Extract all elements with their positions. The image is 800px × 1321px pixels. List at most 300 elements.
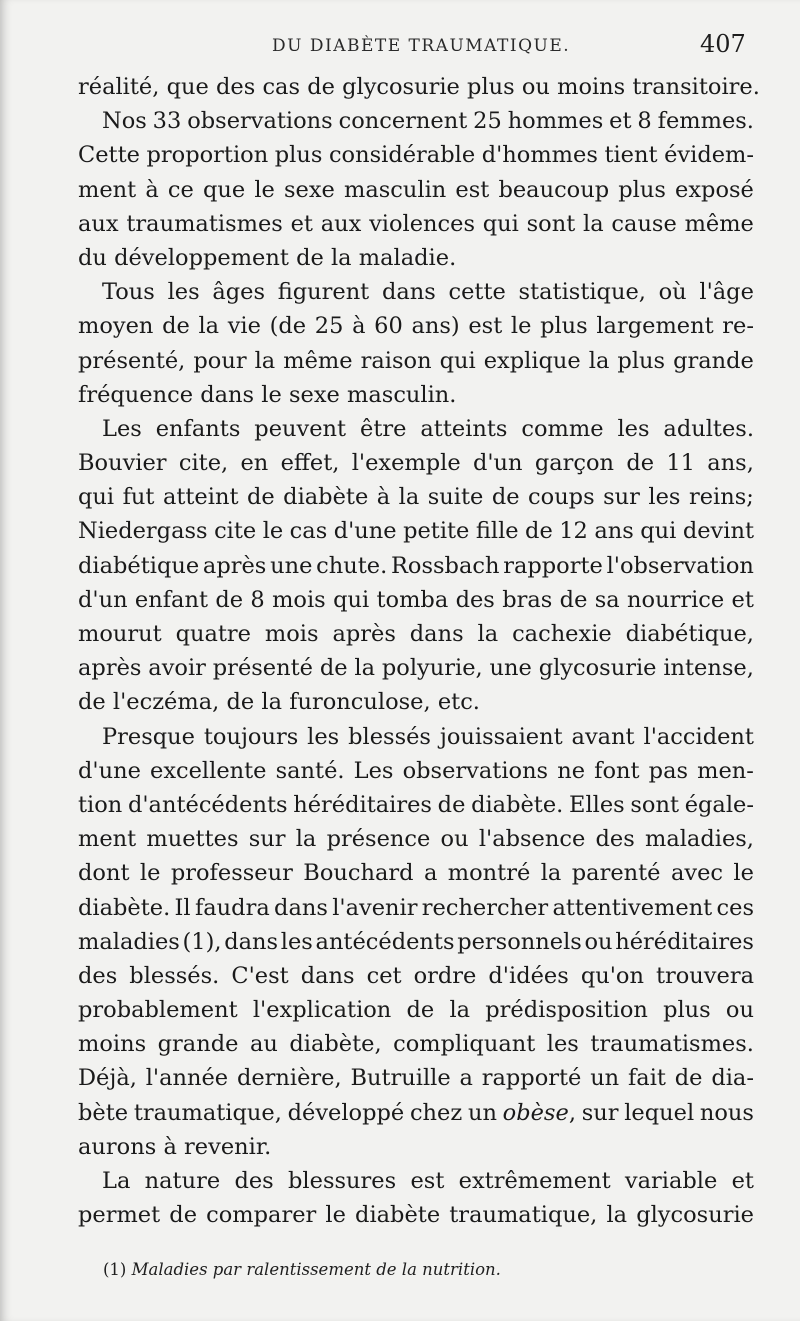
word: ces: [716, 894, 754, 921]
word: d'une: [333, 518, 397, 545]
word: qui: [78, 484, 115, 511]
body-text: [78, 70, 760, 1232]
word: diabète,: [289, 1031, 382, 1058]
word: avoir: [148, 655, 206, 682]
word: santé.: [275, 757, 345, 784]
word: excellente: [150, 757, 267, 784]
word: d'idées: [488, 962, 569, 989]
text-line: [78, 1027, 754, 1061]
word: la: [449, 997, 471, 1024]
word: lequel: [624, 1099, 695, 1126]
word: qui: [482, 210, 519, 237]
text-line: [78, 651, 754, 685]
word: etc.: [437, 689, 480, 716]
word: un: [590, 1065, 620, 1092]
word: le: [139, 860, 161, 887]
word: 33: [152, 108, 182, 135]
word: être: [360, 415, 407, 442]
word: après: [78, 655, 142, 682]
text-line: [78, 549, 754, 583]
word: 25: [473, 108, 502, 135]
word: de: [437, 791, 466, 818]
word: une: [489, 655, 532, 682]
text-line: [78, 104, 754, 138]
word: Cette: [78, 142, 140, 169]
word: à: [145, 176, 159, 203]
word: maladies: [78, 928, 180, 955]
word: développé: [287, 1099, 405, 1126]
word: ans): [411, 313, 460, 340]
word: diabétique: [78, 552, 200, 579]
word: tient: [604, 142, 658, 169]
word: de: [626, 450, 655, 477]
word: diabète: [283, 484, 369, 511]
word: la: [588, 347, 610, 374]
word: cite: [214, 518, 257, 545]
word: masculin.: [347, 381, 457, 408]
word: trouvera: [655, 962, 754, 989]
text-line: [78, 412, 754, 446]
word: dans: [200, 381, 255, 408]
word: tomba: [376, 586, 449, 613]
word: âges: [212, 279, 266, 306]
word: la: [398, 484, 420, 511]
text-line: [78, 720, 754, 754]
text-line: [78, 617, 754, 651]
word: considérable: [328, 142, 476, 169]
word: ment: [78, 826, 137, 853]
text-line: [78, 1130, 754, 1164]
word: Butruille: [350, 1065, 451, 1092]
text-line: [78, 480, 754, 514]
word: la: [540, 860, 562, 887]
word: cite,: [178, 450, 229, 477]
word: de: [319, 655, 348, 682]
word: les: [280, 928, 313, 955]
word: cas: [262, 74, 300, 100]
word: peuvent: [254, 415, 347, 442]
word: le: [733, 860, 754, 887]
word: figurent: [277, 279, 370, 306]
word: d'antécédents: [127, 791, 288, 818]
word: plus: [663, 997, 711, 1024]
word: enfants: [155, 415, 241, 442]
word: héréditaires: [615, 928, 754, 955]
word: dans: [274, 894, 328, 921]
word: et: [290, 210, 313, 237]
word: avant: [571, 723, 635, 750]
word: des: [455, 586, 495, 613]
word: la: [295, 826, 317, 853]
word: qui: [640, 518, 677, 545]
word: beaucoup: [498, 176, 610, 203]
word: sont: [630, 791, 680, 818]
word: enfant: [134, 586, 209, 613]
word: montré: [447, 860, 531, 887]
word: Il: [174, 894, 191, 921]
word: de: [246, 484, 275, 511]
text-line: [78, 583, 754, 617]
word: quatre: [175, 621, 251, 647]
word: ne: [557, 757, 586, 784]
word: intense,: [663, 655, 754, 682]
word: aurons: [78, 1133, 157, 1160]
word: le: [254, 176, 275, 203]
word: un: [467, 1099, 497, 1126]
word: hommes: [507, 108, 604, 135]
word: les: [167, 279, 200, 306]
word: grande: [157, 1031, 239, 1058]
word: nourrice: [627, 586, 725, 613]
text-line: [78, 514, 754, 548]
word: l'explication: [252, 997, 392, 1024]
word: a: [423, 860, 438, 887]
word: après: [332, 621, 396, 647]
word: violences: [369, 210, 475, 237]
word: l'exemple: [351, 450, 461, 477]
text-line: [78, 138, 754, 172]
word: de: [162, 313, 190, 340]
word: moins: [557, 74, 626, 100]
word: la: [354, 655, 376, 682]
word: des: [234, 1168, 274, 1194]
word: la: [330, 244, 352, 271]
text-line: [78, 173, 754, 207]
word: à: [352, 313, 366, 340]
word: sur: [248, 826, 286, 853]
word: chute.: [316, 552, 388, 579]
word: fille: [475, 518, 519, 545]
word: diabétique,: [625, 621, 754, 647]
word: bras: [502, 586, 553, 613]
text-line: [78, 925, 754, 959]
word: atteint: [162, 484, 239, 511]
word: permet: [78, 1202, 161, 1229]
word: effet,: [280, 450, 340, 477]
text-line: [78, 856, 754, 890]
word: plus: [618, 176, 666, 203]
word: sur: [603, 484, 640, 511]
word: traumatismes.: [590, 1031, 754, 1058]
word: égale-: [684, 791, 754, 818]
word: femmes.: [657, 108, 754, 135]
word: traumatismes: [126, 210, 283, 237]
word: Déjà,: [78, 1065, 137, 1092]
word: sexe: [283, 176, 335, 203]
word: explique: [483, 347, 581, 374]
word: dia-: [711, 1065, 754, 1092]
word: est: [468, 313, 503, 340]
word: d'hommes: [481, 142, 598, 169]
word: l'avenir: [332, 894, 418, 921]
word: cachexie: [512, 621, 612, 647]
word: que: [202, 176, 246, 203]
word: dont: [78, 860, 130, 887]
text-line: [78, 1096, 754, 1130]
word: Les: [353, 757, 394, 784]
word: rapporté: [481, 1065, 582, 1092]
text-line: [78, 378, 754, 412]
word: qui: [439, 347, 476, 374]
word: ans: [594, 518, 634, 545]
word: maladie.: [358, 244, 457, 271]
word: l'âge: [699, 279, 754, 306]
word: l'année: [145, 1065, 229, 1092]
word: font: [594, 757, 640, 784]
word: ou: [521, 74, 550, 100]
word: coups: [528, 484, 595, 511]
word: fréquence: [78, 381, 194, 408]
word: 25: [314, 313, 344, 340]
word: fait: [627, 1065, 666, 1092]
word: fut: [122, 484, 155, 511]
word: pour: [193, 347, 247, 374]
word: La: [102, 1168, 131, 1194]
word: à: [376, 484, 391, 511]
word: après: [202, 552, 267, 579]
word: les: [648, 484, 681, 511]
word: le: [262, 518, 284, 545]
word: la: [606, 1202, 628, 1229]
word: raison: [360, 347, 432, 374]
word: de: [559, 586, 588, 613]
word: au: [249, 1031, 278, 1058]
word: adultes.: [663, 415, 754, 442]
word: petite: [403, 518, 470, 545]
word: jouissaient: [439, 723, 563, 750]
word: la: [261, 689, 282, 716]
word: ou: [584, 928, 613, 955]
word: pas: [648, 757, 689, 784]
word: ment: [78, 176, 137, 203]
word: des: [595, 826, 635, 853]
text-line: [78, 822, 754, 856]
word: ou: [440, 826, 469, 853]
word: variable: [624, 1168, 718, 1194]
text-line: [78, 754, 754, 788]
text-line: [78, 70, 760, 104]
word: glycosurie: [636, 1202, 754, 1229]
text-line: [78, 685, 754, 719]
word: sa: [594, 586, 620, 613]
text-line: [78, 207, 754, 241]
word: 11: [666, 450, 695, 477]
word: même: [684, 210, 754, 237]
text-line: [78, 241, 754, 275]
word: Niedergass: [78, 518, 208, 545]
word: toujours: [203, 723, 299, 750]
word: mourut: [78, 621, 162, 647]
word: observations: [402, 757, 549, 784]
word: cause: [611, 210, 677, 237]
word: ou: [725, 997, 754, 1024]
word: faudra: [194, 894, 270, 921]
word: obèse,: [502, 1099, 576, 1126]
text-line: [78, 1061, 754, 1095]
word: les: [617, 415, 650, 442]
word: exposé: [675, 176, 754, 203]
word: les: [546, 1031, 579, 1058]
word: de: [406, 997, 435, 1024]
word: men-: [697, 757, 754, 784]
word: dans: [300, 962, 355, 989]
word: cet: [366, 962, 402, 989]
word: d'une: [78, 757, 141, 784]
word: masculin: [343, 176, 447, 203]
word: nature: [144, 1168, 221, 1194]
running-title: DU DIABÈTE TRAUMATIQUE.: [272, 36, 571, 56]
word: 12: [559, 518, 588, 545]
word: comme: [521, 415, 604, 442]
running-head: [0, 30, 800, 64]
word: le: [261, 381, 282, 408]
word: extrêmement: [458, 1168, 611, 1194]
word: mois: [272, 586, 326, 613]
word: plus: [274, 142, 323, 169]
word: suite: [427, 484, 484, 511]
word: reins;: [688, 484, 754, 511]
word: cas: [289, 518, 328, 545]
text-line: [78, 344, 754, 378]
word: Bouchard: [303, 860, 414, 887]
word: l'absence: [478, 826, 586, 853]
word: Tous: [102, 279, 155, 306]
word: chez: [409, 1099, 463, 1126]
text-line: [78, 1164, 754, 1198]
word: de: [525, 518, 553, 545]
word: Bouvier: [78, 450, 167, 477]
word: traumatique,: [133, 1099, 282, 1126]
word: C'est: [231, 962, 289, 989]
word: héréditaires: [293, 791, 432, 818]
word: qu'on: [580, 962, 644, 989]
word: moins: [78, 1031, 147, 1058]
word: du: [78, 244, 107, 271]
word: présenté: [212, 655, 313, 682]
word: (de: [269, 313, 307, 340]
word: devint: [682, 518, 754, 545]
word: de: [491, 484, 520, 511]
word: d'un: [472, 450, 523, 477]
word: les: [307, 723, 340, 750]
word: présence: [326, 826, 431, 853]
word: probablement: [78, 997, 238, 1024]
word: blessés: [348, 723, 431, 750]
word: sur: [581, 1099, 619, 1126]
word: d'un: [78, 586, 128, 613]
text-line: [78, 891, 754, 925]
word: bète: [78, 1099, 129, 1126]
word: avec: [670, 860, 723, 887]
word: de: [78, 689, 106, 716]
word: à: [163, 1133, 177, 1160]
word: vie: [227, 313, 261, 340]
word: l'observation: [606, 552, 754, 579]
word: concernent: [338, 108, 468, 135]
word: parenté: [571, 860, 661, 887]
word: professeur: [170, 860, 293, 887]
word: comparer: [206, 1202, 317, 1229]
word: diabète.: [78, 894, 171, 921]
word: mois: [264, 621, 319, 647]
word: sexe: [288, 381, 340, 408]
word: compliquant: [393, 1031, 536, 1058]
word: le: [325, 1202, 346, 1229]
word: la: [583, 210, 604, 237]
word: Nos: [102, 108, 147, 135]
word: ce: [167, 176, 194, 203]
word: présenté,: [78, 347, 186, 374]
word: en: [240, 450, 269, 477]
word: de: [226, 689, 255, 716]
word: personnels: [457, 928, 582, 955]
word: dernière,: [236, 1065, 342, 1092]
word: Les: [102, 415, 142, 442]
word: polyurie,: [381, 655, 483, 682]
text-line: [78, 959, 754, 993]
word: revenir.: [184, 1133, 272, 1160]
word: la: [254, 347, 276, 374]
word: grande: [673, 347, 754, 374]
word: et: [609, 108, 632, 135]
word: furonculose,: [289, 689, 431, 716]
text-line: [78, 446, 754, 480]
word: muettes: [146, 826, 239, 853]
text-line: [78, 993, 754, 1027]
word: diabète.: [471, 791, 564, 818]
word: tion: [78, 791, 123, 818]
word: blessures: [288, 1168, 397, 1194]
word: de: [169, 1202, 198, 1229]
word: Rossbach: [390, 552, 500, 579]
word: Presque: [102, 723, 195, 750]
word: rapporte: [503, 552, 603, 579]
text-line: [78, 788, 754, 822]
word: et: [731, 1168, 754, 1194]
word: 8: [250, 586, 265, 613]
footnote-text: Maladies par ralentissement de la nutrition.: [131, 1260, 501, 1279]
word: cette: [448, 279, 506, 306]
word: de: [674, 1065, 703, 1092]
word: de: [307, 74, 335, 100]
word: évidem-: [664, 142, 754, 169]
word: le: [510, 313, 532, 340]
word: sont: [526, 210, 576, 237]
word: est: [455, 176, 490, 203]
word: que: [166, 74, 209, 100]
footnote: [103, 1260, 501, 1279]
word: même: [283, 347, 353, 374]
text-line: [78, 275, 754, 309]
word: développement: [114, 244, 289, 271]
word: garçon: [534, 450, 615, 477]
word: largement: [596, 313, 714, 340]
word: la: [198, 313, 220, 340]
page-number: 407: [700, 30, 746, 58]
footnote-number: (1): [103, 1260, 127, 1279]
word: ans,: [707, 450, 754, 477]
word: prédisposition: [485, 997, 648, 1024]
word: ordre: [413, 962, 477, 989]
word: transitoire.: [632, 74, 760, 100]
word: statistique,: [518, 279, 646, 306]
text-line: [78, 1198, 754, 1232]
word: de: [296, 244, 324, 271]
word: rechercher: [421, 894, 549, 921]
word: des: [215, 74, 256, 100]
word: (1),: [182, 928, 222, 955]
word: est: [410, 1168, 445, 1194]
